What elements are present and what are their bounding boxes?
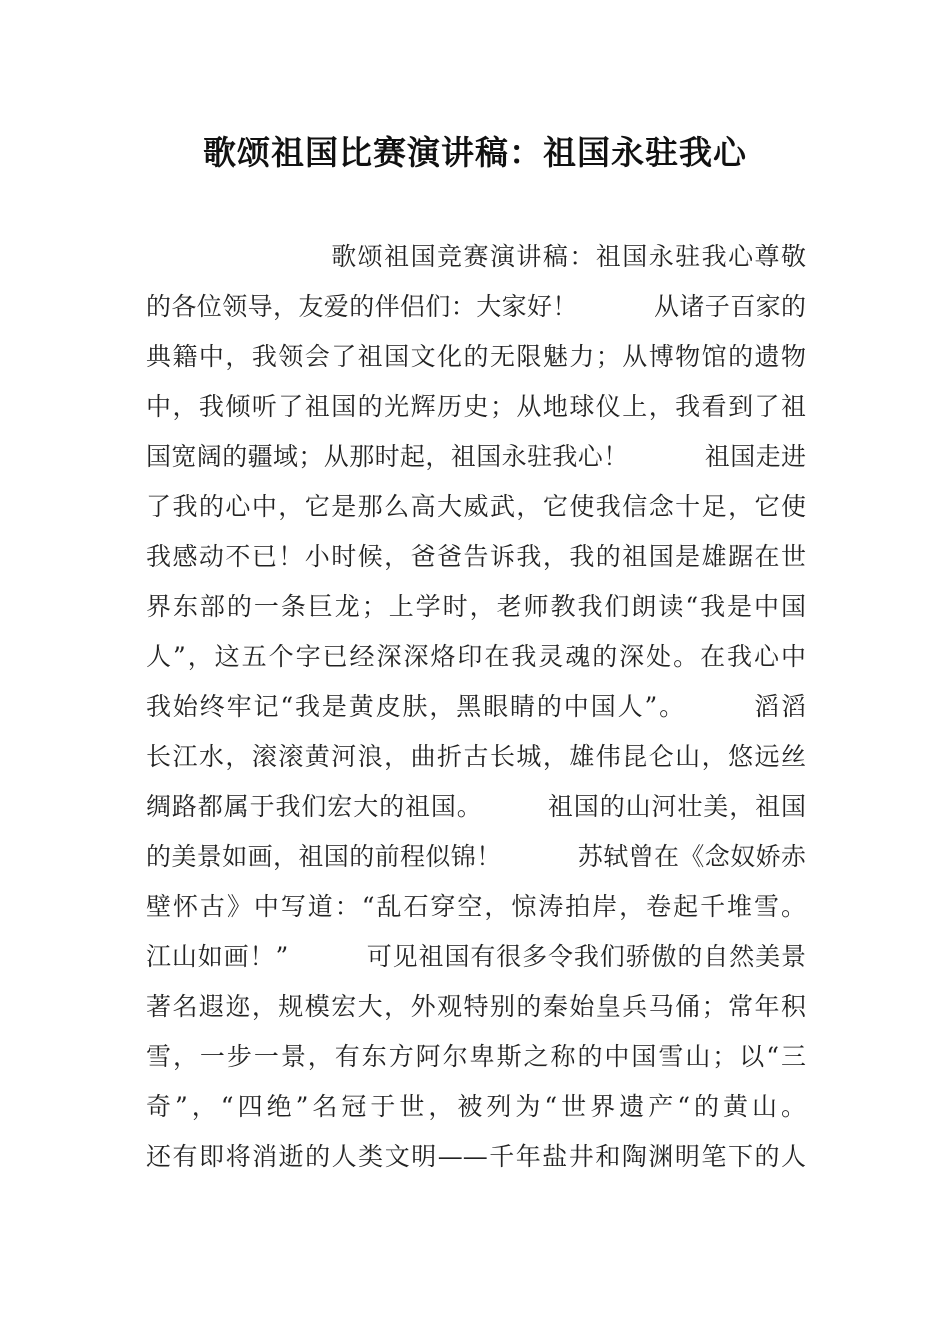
document-body xyxy=(146,236,806,1186)
body-line: 了我的心中，它是那么高大威武，它使我信念十足，它使 xyxy=(146,492,806,521)
body-line: 人”，这五个字已经深深烙印在我灵魂的深处。在我心中 xyxy=(146,642,806,671)
body-line: 界东部的一条巨龙；上学时，老师教我们朗读“我是中国 xyxy=(146,592,806,621)
body-line: 我感动不已！小时候，爸爸告诉我，我的祖国是雄踞在世 xyxy=(146,542,806,571)
document-title: 歌颂祖国比赛演讲稿：祖国永驻我心 xyxy=(203,133,747,172)
body-line: 江山如画！” 可见祖国有很多令我们骄傲的自然美景 xyxy=(146,942,806,971)
body-line: 壁怀古》中写道：“乱石穿空，惊涛拍岸，卷起千堆雪。 xyxy=(146,892,806,921)
body-line: 奇”，“四绝”名冠于世，被列为“世界遗产“的黄山。 xyxy=(146,1092,806,1121)
body-line: 还有即将消逝的人类文明——千年盐井和陶渊明笔下的人 xyxy=(146,1142,806,1171)
body-line: 雪，一步一景，有东方阿尔卑斯之称的中国雪山；以“三 xyxy=(146,1042,806,1071)
body-line: 的美景如画，祖国的前程似锦！ 苏轼曾在《念奴娇赤 xyxy=(146,842,806,871)
body-line: 中，我倾听了祖国的光辉历史；从地球仪上，我看到了祖 xyxy=(146,392,806,421)
body-line: 典籍中，我领会了祖国文化的无限魅力；从博物馆的遗物 xyxy=(146,342,806,371)
body-line: 著名遐迩，规模宏大，外观特别的秦始皇兵马俑；常年积 xyxy=(146,992,806,1021)
body-line: 长江水，滚滚黄河浪，曲折古长城，雄伟昆仑山，悠远丝 xyxy=(146,742,806,771)
body-line: 的各位领导，友爱的伴侣们：大家好！ 从诸子百家的 xyxy=(146,292,806,321)
body-line: 绸路都属于我们宏大的祖国。 祖国的山河壮美，祖国 xyxy=(146,792,806,821)
body-line: 国宽阔的疆域；从那时起，祖国永驻我心！ 祖国走进 xyxy=(146,442,806,471)
body-line: 歌颂祖国竞赛演讲稿：祖国永驻我心尊敬 xyxy=(146,242,806,271)
body-line: 我始终牢记“我是黄皮肤，黑眼睛的中国人”。 滔滔 xyxy=(146,692,806,721)
